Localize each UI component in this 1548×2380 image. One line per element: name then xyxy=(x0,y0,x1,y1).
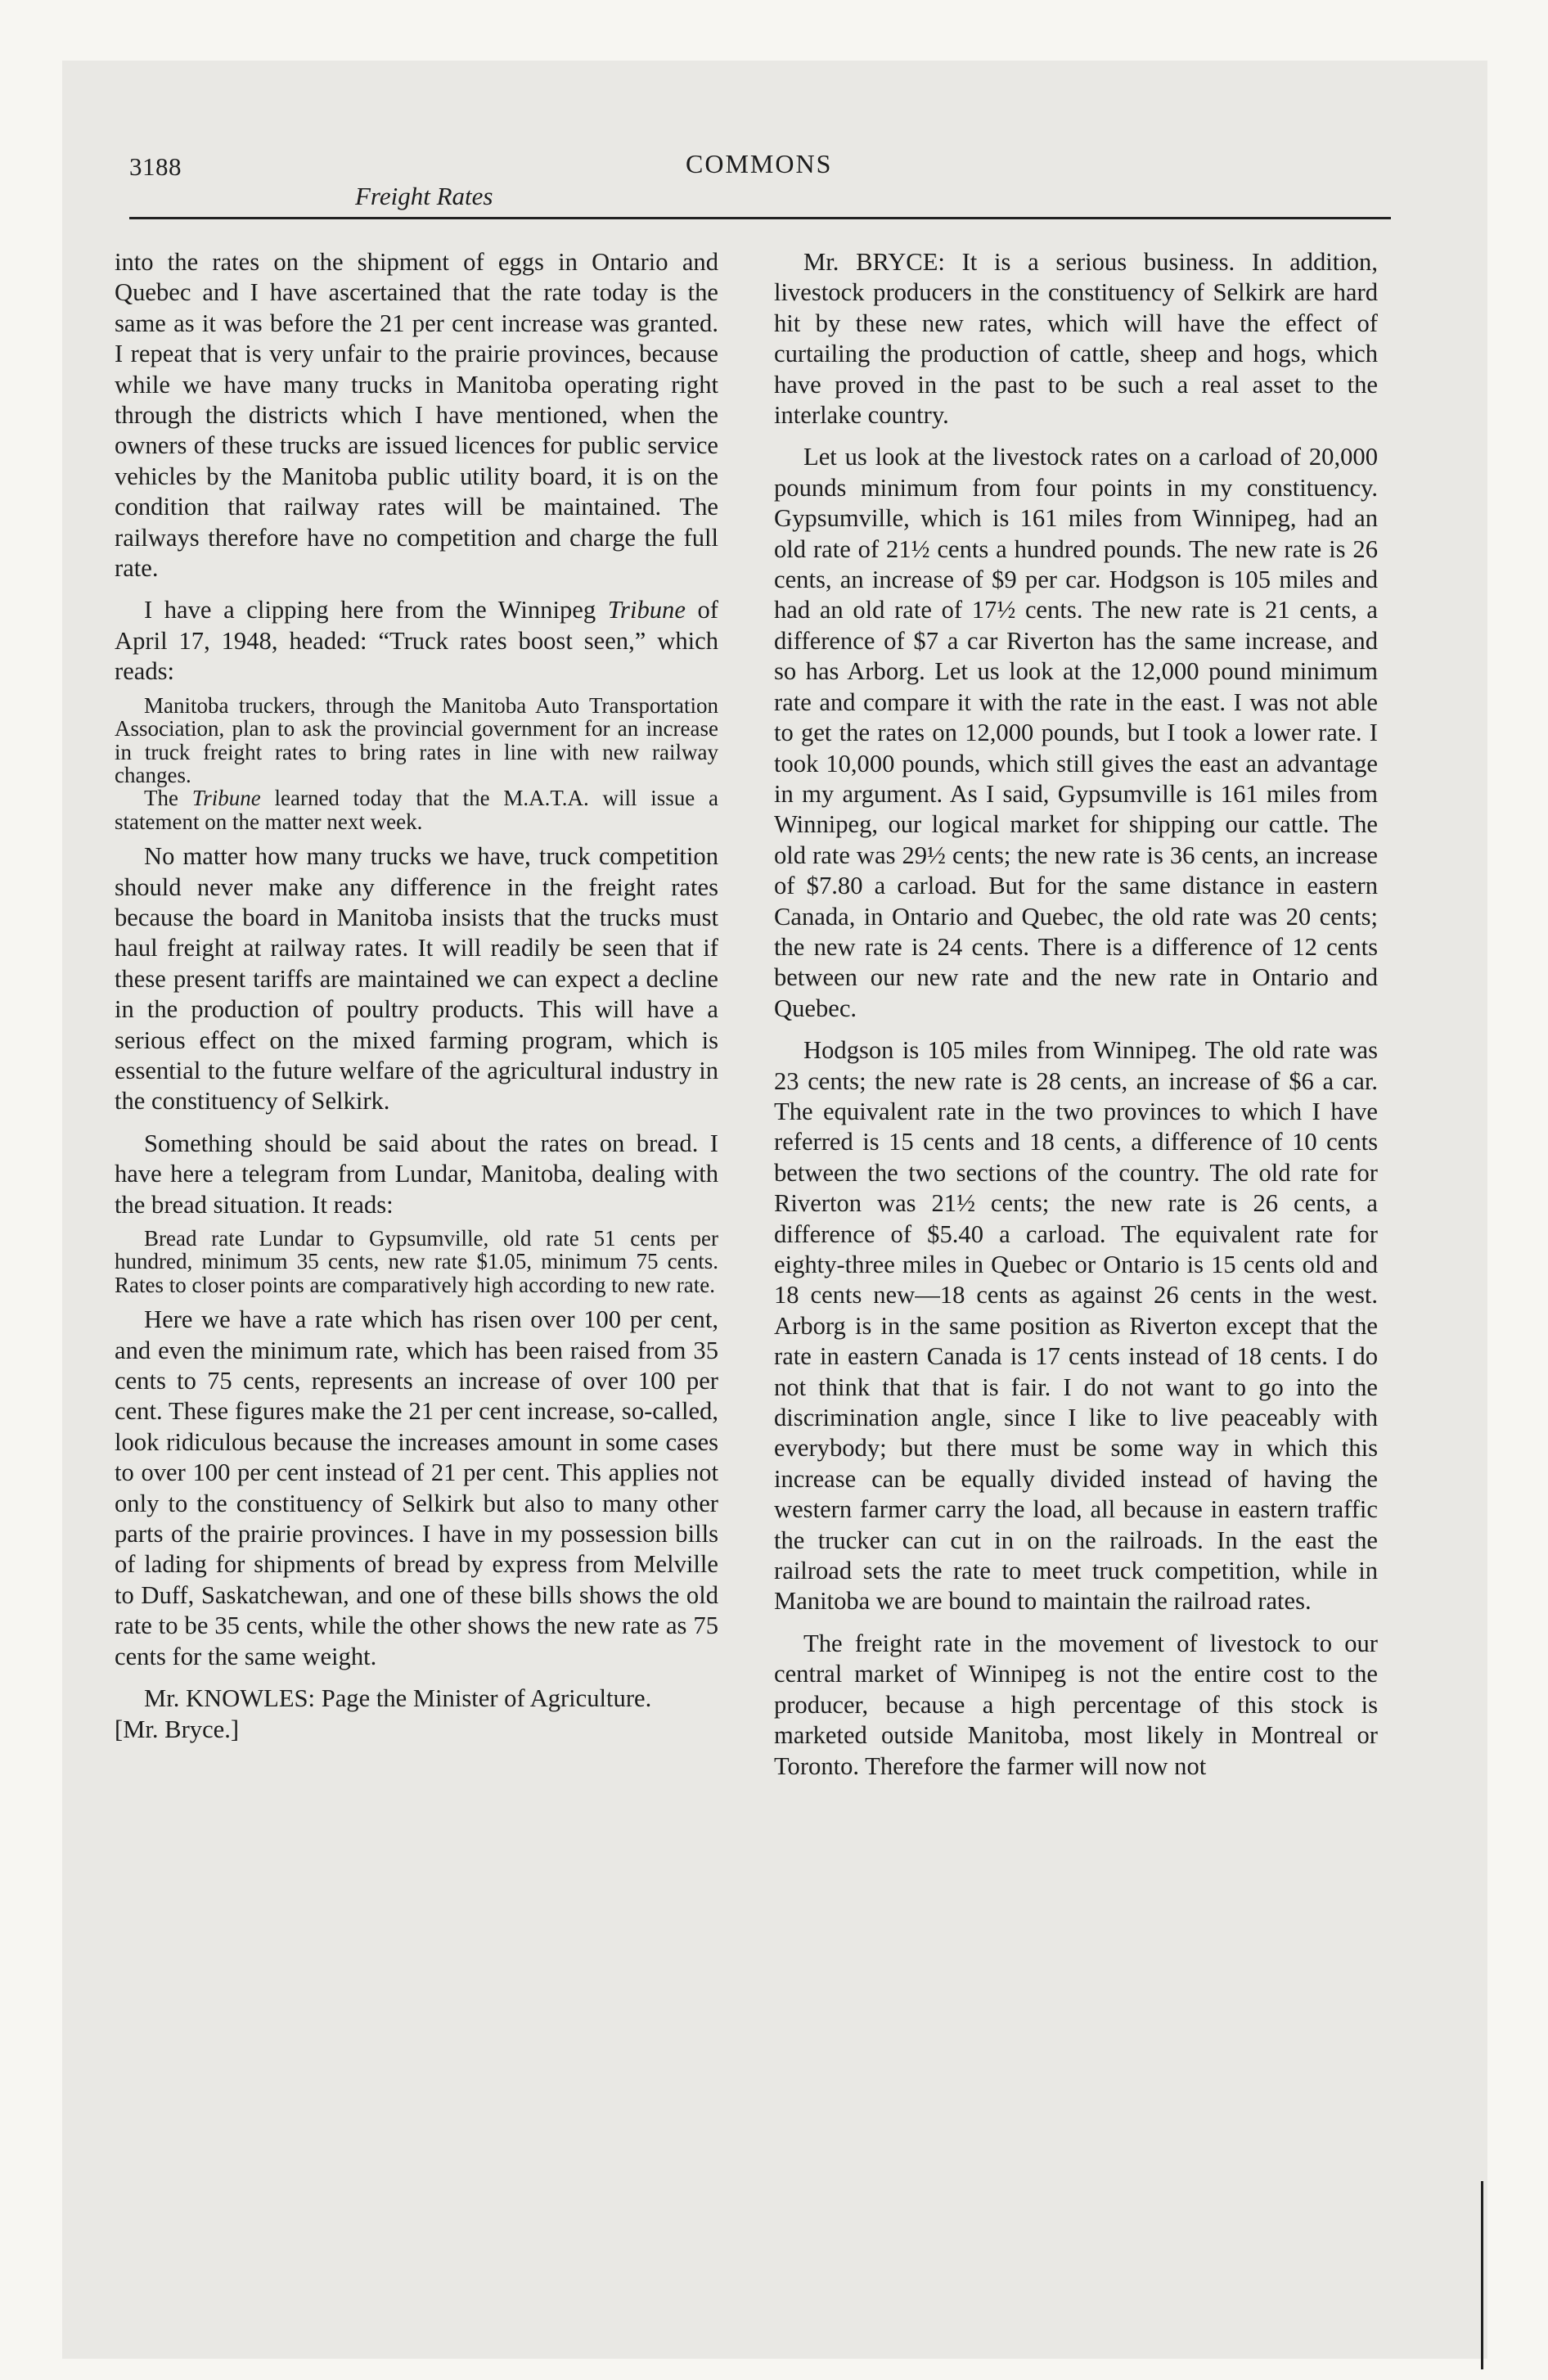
paragraph: Something should be said about the rates on bread. I have here a telegram from Lundar, Manitoba, dealing with the bread situation. It reads: xyxy=(115,1129,718,1219)
paragraph: Mr. BRYCE: It is a serious business. In addition, livestock producers in the constituency of Selkirk are hard hit by these new rates, which will have the effect of curtailing the production of cattle, sheep and hogs, which have proved in the past to be such a real asset to the interlake country. xyxy=(774,248,1378,430)
paragraph-text: I have a clipping here from the Winnipeg xyxy=(144,596,608,624)
paragraph: No matter how many trucks we have, truck competition should never make any difference in the freight rates because the board in Manitoba insists that the trucks must haul freight at railway rates. It will readily be seen that if these present tariffs are maintained we can expect a decline in the production of poultry products. This will have a serious effect on the mixed farming program, which is essential to the future welfare of the agricultural industry in the constituency of Selkirk. xyxy=(115,842,718,1116)
quote-paragraph: Bread rate Lundar to Gypsumville, old rate 51 cents per hundred, minimum 35 cents, new rate $1.05, minimum 75 cents. Rates to closer points are comparatively high according to new rate. xyxy=(115,1226,718,1297)
quote-paragraph: Manitoba truckers, through the Manitoba Auto Transportation Association, plan to ask the provincial government for an increase in truck freight rates to bring rates in line with new railway changes. xyxy=(115,692,718,787)
newspaper-name: Tribune xyxy=(607,596,686,624)
newspaper-name: Tribune xyxy=(191,786,261,811)
page-number: 3188 xyxy=(129,152,182,181)
block-quote xyxy=(115,1227,718,1296)
left-column xyxy=(115,247,718,1745)
header-rule xyxy=(129,217,1391,219)
paragraph: Mr. KNOWLES: Page the Minister of Agriculture. xyxy=(144,1684,652,1713)
paragraph-text: of April 17, 1948, headed: “Truck rates boost seen,” which reads: xyxy=(115,596,718,686)
quote-paragraph xyxy=(115,787,718,833)
page-title: COMMONS xyxy=(686,149,833,178)
paragraph: Let us look at the livestock rates on a carload of 20,000 pounds minimum from four points in my constituency. Gypsumville, which is 161 miles from Winnipeg, had an old rate of 21½ cents a hundred pounds. The new rate is 26 cents, an increase of $9 per car. Hodgson is 105 miles and had an old rate of 17½ cents. The new rate is 21 cents, a difference of $7 a car Riverton has the same increase, and so has Arborg. Let us look at the 12,000 pound minimum rate and compare it with the rate in the east. I was not able to get the rates on 12,000 pounds, but I took a lower rate. I took 10,000 pounds, which still gives the east an advantage in my argument. As I said, Gypsumville is 161 miles from Winnipeg, our logical market for shipping our cattle. The old rate was 29½ cents; the new rate is 36 cents, an increase of $7.80 a carload. But for the same distance in eastern Canada, in Ontario and Quebec, the old rate was 20 cents; the new rate is 24 cents. There is a difference of 12 cents between our new rate and the new rate in Ontario and Quebec. xyxy=(774,443,1378,1022)
right-column xyxy=(774,247,1378,1782)
paragraph: Here we have a rate which has risen over 100 per cent, and even the minimum rate, which has been raised from 35 cents to 75 cents, represents an increase of over 100 per cent. These figures make the 21 per cent increase, so-called, look ridiculous because the increases amount in some cases to over 100 per cent instead of 21 per cent. This applies not only to the constituency of Selkirk but also to many other parts of the prairie provinces. I have in my possession bills of lading for shipments of bread by express from Melville to Duff, Saskatchewan, and one of these bills shows the old rate to be 35 cents, while the other shows the new rate as 75 cents for the same weight. xyxy=(115,1305,718,1670)
quote-text: learned today that the M.A.T.A. will issue a statement on the matter next week. xyxy=(115,786,718,834)
paragraph: The freight rate in the movement of livestock to our central market of Winnipeg is not the entire cost to the producer, because a high percentage of this stock is marketed outside Manitoba, most likely in Montreal or Toronto. Therefore the farmer will now not xyxy=(774,1629,1378,1780)
block-quote xyxy=(115,694,718,833)
paragraph xyxy=(115,595,718,687)
quote-text: The xyxy=(144,786,192,811)
paragraph: into the rates on the shipment of eggs in Ontario and Quebec and I have ascertained that the rate today is the same as it was before the 21 per cent increase was granted. I repeat that is very unfair to the prairie provinces, because while we have many trucks in Manitoba operating right through the districts which I have mentioned, when the owners of these trucks are issued licences for public service vehicles by the Manitoba public utility board, it is on the condition that railway rates will be maintained. The railways therefore have no competition and charge the full rate. xyxy=(115,248,718,583)
section-subtitle: Freight Rates xyxy=(355,182,493,210)
margin-line xyxy=(1481,2181,1483,2369)
speaker-attribution: [Mr. Bryce.] xyxy=(115,1715,240,1743)
paragraph: Hodgson is 105 miles from Winnipeg. The old rate was 23 cents; the new rate is 28 cents, an increase of $6 a car. The equivalent rate in the two provinces to which I have referred is 15 cents and 18 cents, a difference of 10 cents between the two sections of the country. The old rate for Riverton was 21½ cents; the new rate is 26 cents, a difference of $5.40 a carload. The equivalent rate for eighty-three miles in Quebec or Ontario is 15 cents old and 18 cents new—18 cents as against 26 cents in the west. Arborg is in the same position as Riverton except that the rate in eastern Canada is 17 cents instead of 18 cents. I do not think that that is fair. I do not want to go into the discrimination angle, since I like to live peaceably with everybody; but there must be some way in which this increase can be equally divided instead of having the western farmer carry the load, all because in eastern traffic the trucker can cut in on the railroads. In the east the railroad sets the rate to meet truck competition, while in Manitoba we are bound to maintain the railroad rates. xyxy=(774,1036,1378,1616)
